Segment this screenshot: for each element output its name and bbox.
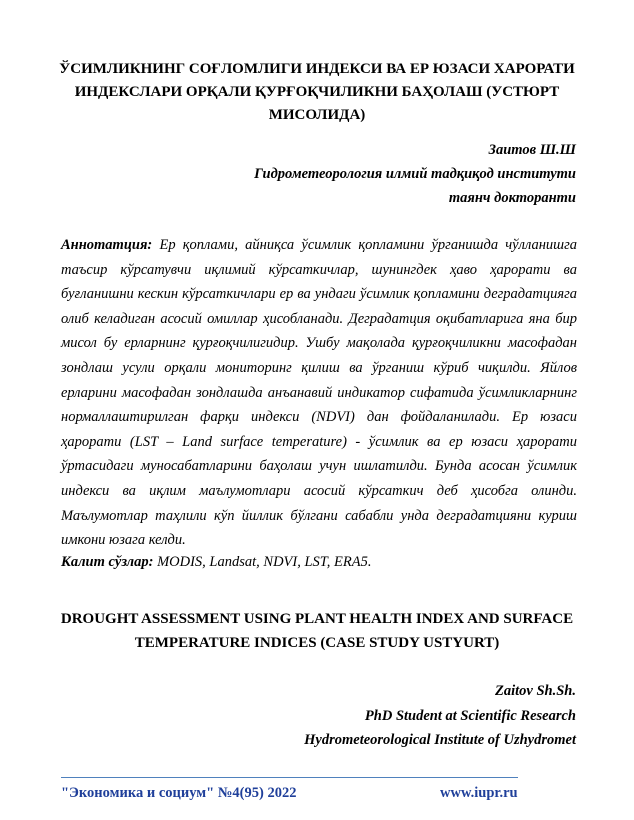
title-uz [40,58,594,127]
title-uz-line-1: ЎСИМЛИКНИНГ СОҒЛОМЛИГИ ИНДЕКСИ ВА ЕР ЮЗАСИ ХАРОРАТИ [59,61,575,77]
abstract-label: Аннотатция: [61,237,153,253]
footer-journal: "Экономика и социум" №4(95) 2022 [61,785,297,801]
title-uz-line-2: ИНДЕКСЛАРИ ОРҚАЛИ ҚУРҒОҚЧИЛИКНИ БАҲОЛАШ (УСТЮРТ [74,84,560,100]
author-affiliation-uz: Гидрометеорология илмий тадқиқод институти [254,166,576,182]
title-uz-line-3: МИСОЛИДА) [268,107,366,123]
footer-divider [61,777,518,778]
abstract-uz [61,233,577,553]
keywords-label: Калит сўзлар: [61,554,154,570]
footer-url[interactable]: www.iupr.ru [440,785,518,801]
keywords-text: MODIS, Landsat, NDVI, LST, ERA5. [153,554,372,570]
keywords-uz [61,554,371,571]
author-name-uz: Заитов Ш.Ш [488,142,576,158]
author-position-en: PhD Student at Scientific Research [364,708,576,724]
title-en [50,607,584,655]
author-name-en: Zaitov Sh.Sh. [495,683,576,699]
author-position-uz: таянч докторанти [448,190,576,206]
title-en-line-1: DROUGHT ASSESSMENT USING PLANT HEALTH INDEX AND SURFACE [60,611,574,627]
abstract-text: Ер қоплами, айниқса ўсимлик қопламини ўрганишда чўлланишга таъсир кўрсатувчи иқлимий кўрсаткичлар, шунингдек ҳаво ҳарорати ва буғланишни кескин кўрсаткичлари ер ва ундаги ўсимлик қопламини деградатцияга олиб келадиган асосий омиллар ҳисобланади. Деградатция оқибатларига яна бир мисол бу ерларнинг қурғоқчилигидир. Ушбу мақолада қурғоқчиликни масофадан зондлаш усули орқали мониторинг қилиш ва ўрганиш кўриб чиқилди. Яйлов ерларини масофадан зондлашда анъанавий индикатор сифатида ўсимликларнинг нормаллаштирилган фарқи индекси (NDVI) дан фойдаланилади. Ер юзаси ҳарорати (LST – Land surface temperature) - ўсимлик ва ер юзаси ҳарорати ўртасидаги муносабатларини баҳолаш учун ишлатилди. Бунда асосан ўсимлик индекси ва иқлим маълумотлари асосий кўрсаткич деб ҳисобга олинди. Маълумотлар таҳлили кўп йиллик бўлгани сабабли унда деградатцияни куриш имкони юзага келди. [61,237,577,549]
author-affiliation-en: Hydrometeorological Institute of Uzhydromet [304,732,576,748]
title-en-line-2: TEMPERATURE INDICES (CASE STUDY USTYURT) [134,635,500,651]
